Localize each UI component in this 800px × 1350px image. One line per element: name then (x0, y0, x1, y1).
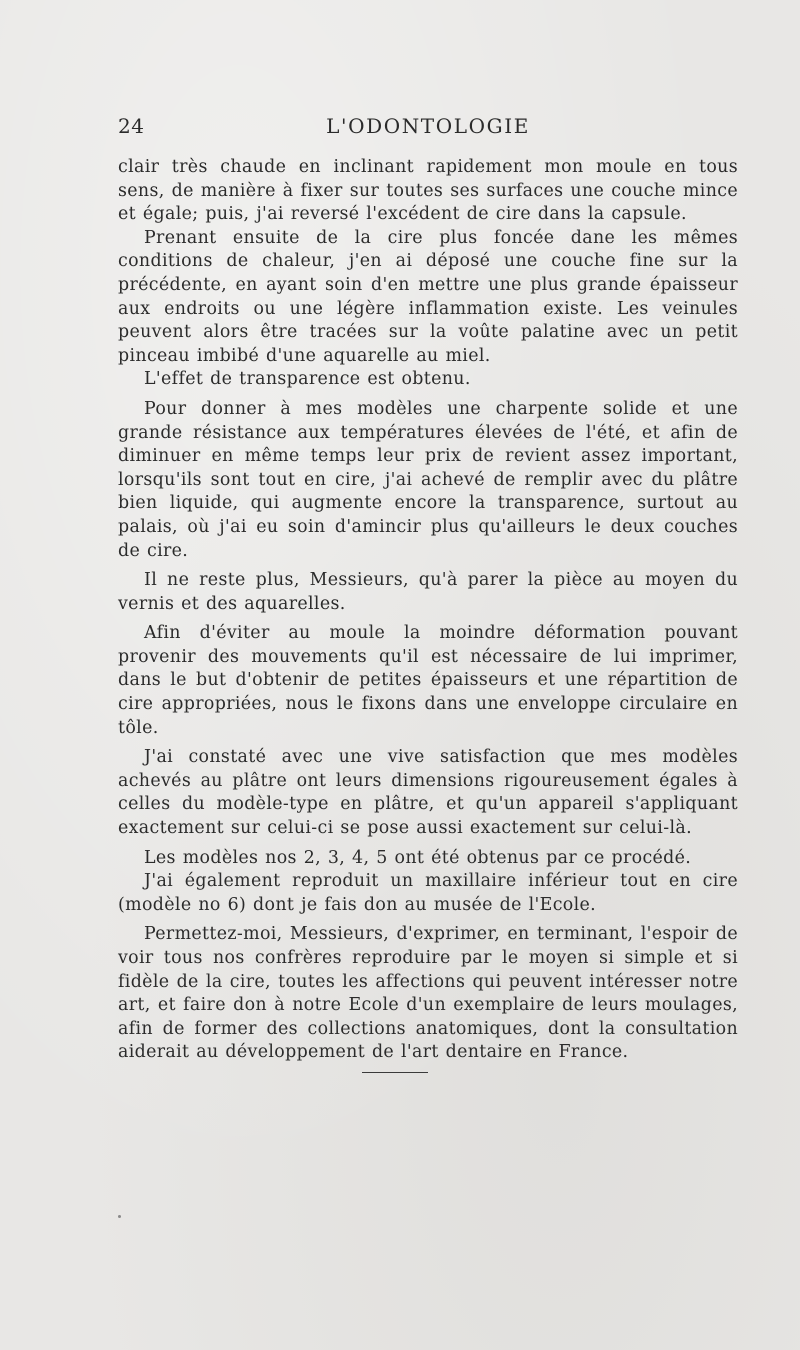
paper-speck (118, 1215, 121, 1218)
paragraph: J'ai constaté avec une vive satisfaction que mes modèles achevés au plâtre ont leurs dimensions rigoureusement égales à celles du modèle-type en plâtre, et qu'un appareil s'appliquant exactement sur celui-ci se pose aussi exactement sur celui-là. (118, 747, 738, 839)
paragraph: Prenant ensuite de la cire plus foncée dane les mêmes conditions de chaleur, j'en ai déposé une couche fine sur la précédente, en ayant soin d'en mettre une plus grande épaisseur aux endroits ou une légère inflammation existe. Les veinules peuvent alors être tracées sur la voûte palatine avec un petit pinceau imbibé d'une aquarelle au miel. (118, 227, 738, 366)
paragraph: Les modèles nos 2, 3, 4, 5 ont été obtenus par ce procédé. (144, 847, 692, 868)
body-text (118, 156, 738, 1065)
section-divider-rule (362, 1072, 428, 1073)
running-title: L'ODONTOLOGIE (326, 114, 530, 138)
paragraph: Pour donner à mes modèles une charpente solide et une grande résistance aux températures élevées de l'été, et afin de diminuer en même temps leur prix de revient assez important, lorsqu'ils sont tout en cire, j'ai achevé de remplir avec du plâtre bien liquide, qui augmente encore la transparence, surtout au palais, où j'ai eu soin d'amincir plus qu'ailleurs le deux couches de cire. (118, 398, 738, 561)
paragraph-continued: clair très chaude en inclinant rapidement mon moule en tous sens, de manière à fixer sur toutes ses surfaces une couche mince et égale; puis, j'ai reversé l'excédent de cire dans la capsule. (118, 157, 738, 225)
paragraph: Afin d'éviter au moule la moindre déformation pouvant provenir des mouvements qu'il est nécessaire de lui imprimer, dans le but d'obtenir de petites épaisseurs et une répartition de cire appropriées, nous le fixons dans une enveloppe circulaire en tôle. (118, 623, 738, 738)
page-number: 24 (118, 114, 145, 138)
paragraph: Permettez-moi, Messieurs, d'exprimer, en terminant, l'espoir de voir tous nos confrères reproduire par le moyen si simple et si fidèle de la cire, toutes les affections qui peuvent intéresser notre art, et faire don à notre Ecole d'un exemplaire de leurs moulages, afin de former des collections anatomiques, dont la consultation aiderait au développement de l'art dentaire en France. (118, 924, 738, 1063)
paragraph: Il ne reste plus, Messieurs, qu'à parer la pièce au moyen du vernis et des aquarelles. (118, 570, 738, 614)
paragraph: L'effet de transparence est obtenu. (144, 369, 471, 390)
paragraph: J'ai également reproduit un maxillaire inférieur tout en cire (modèle no 6) dont je fais don au musée de l'Ecole. (118, 871, 738, 915)
page-header (118, 114, 738, 144)
